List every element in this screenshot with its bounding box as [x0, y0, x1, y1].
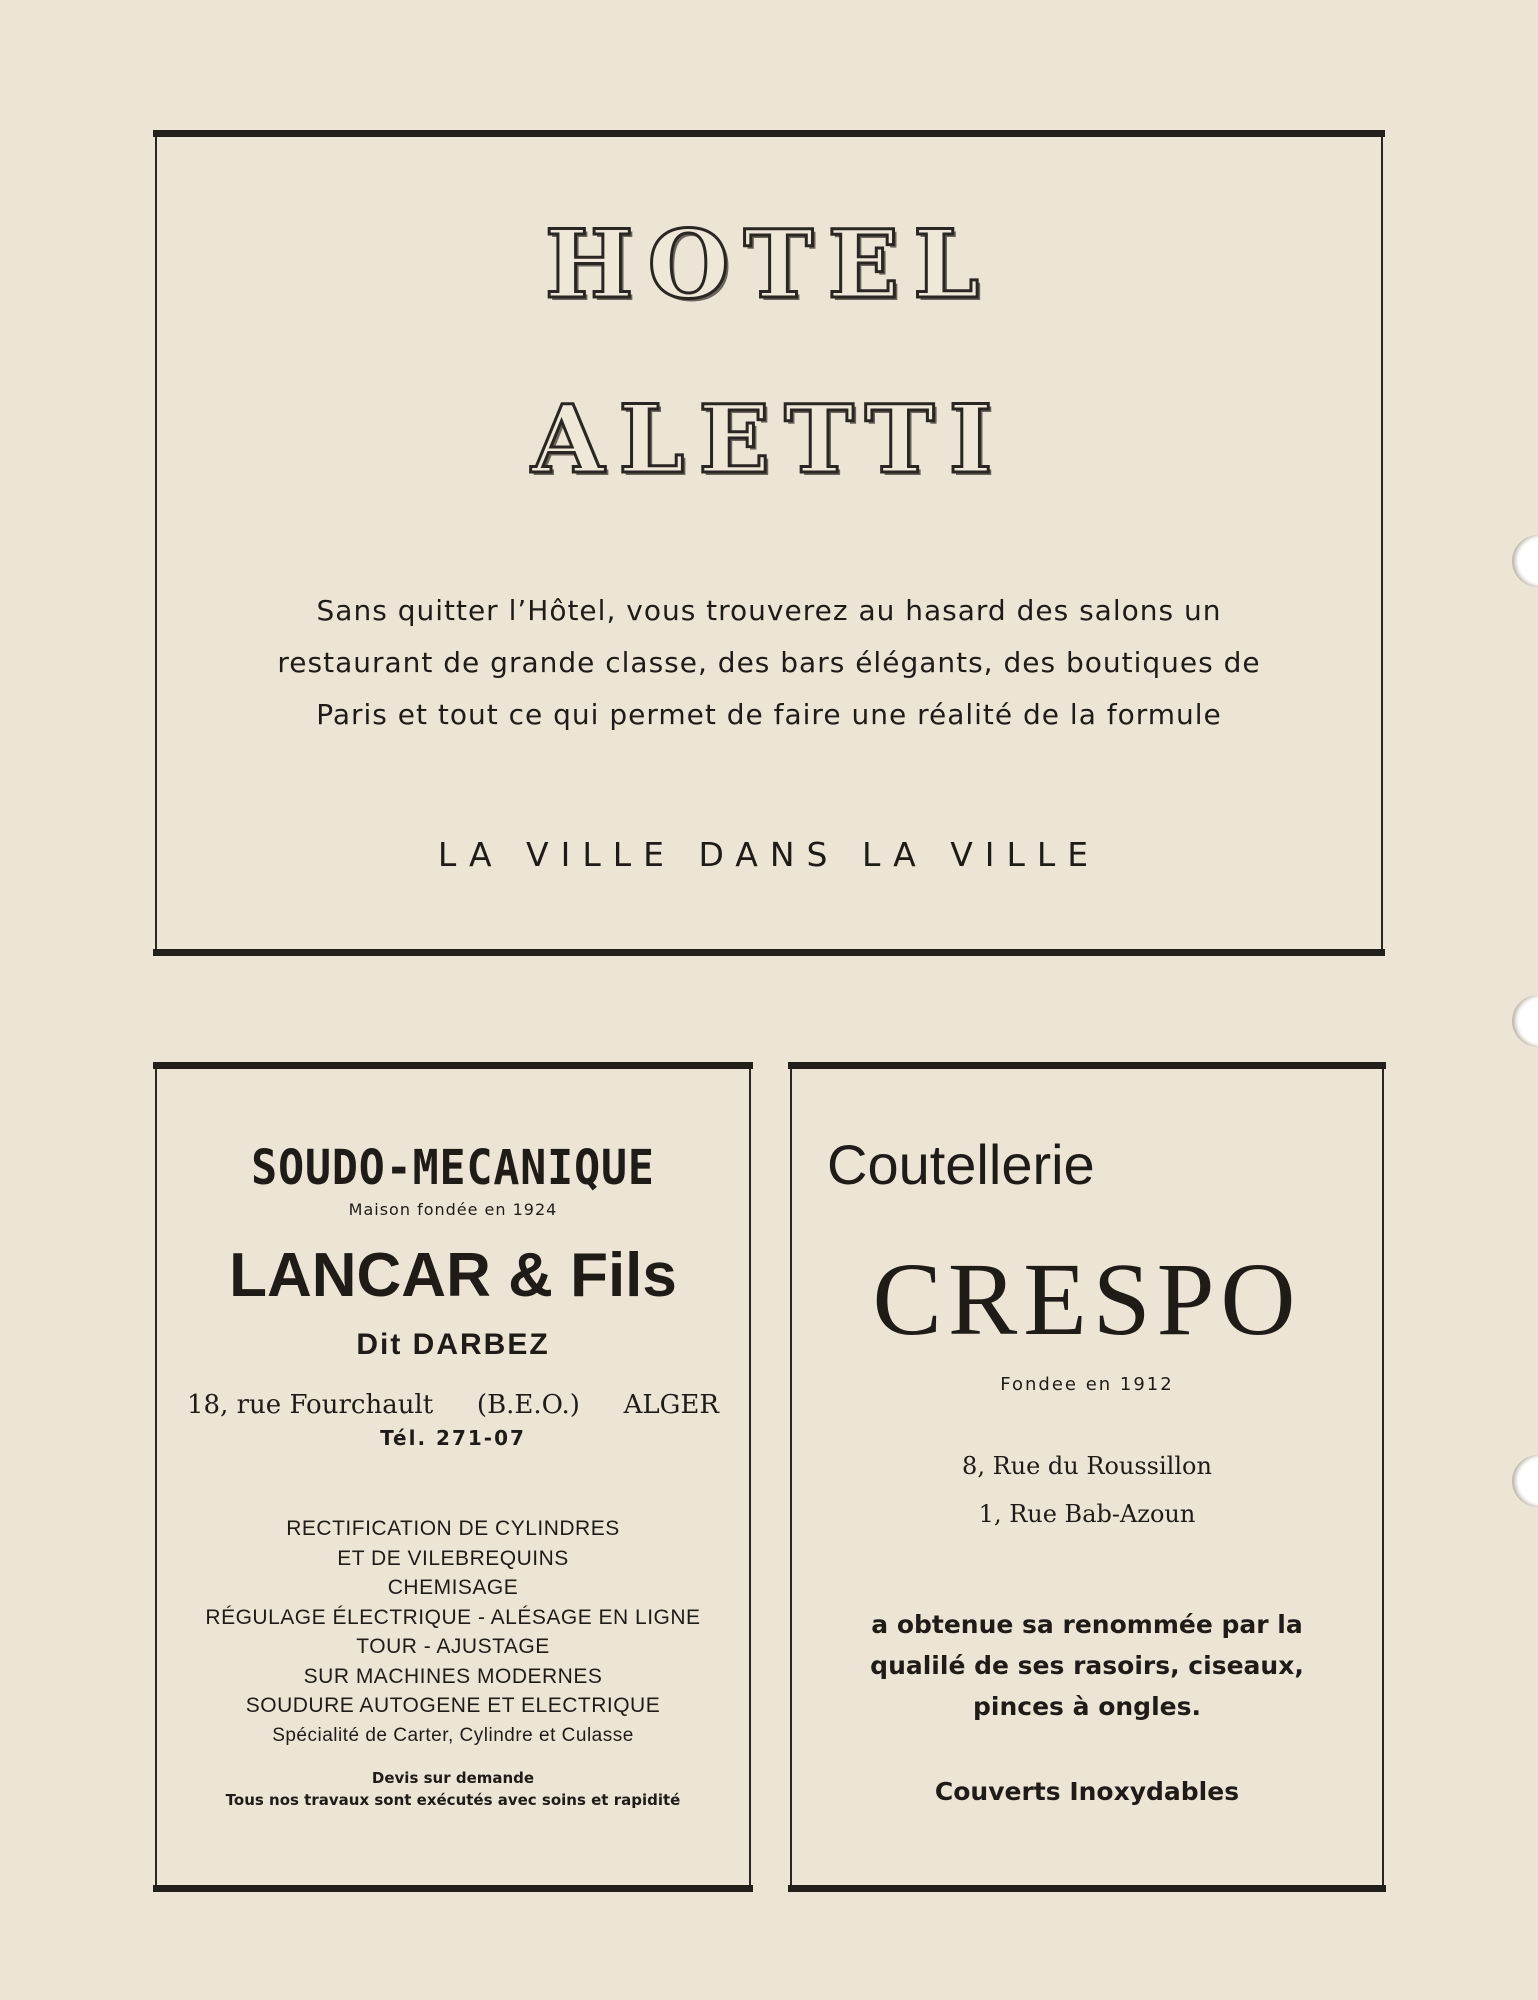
crespo-address-line2: 1, Rue Bab-Azoun: [978, 1500, 1196, 1528]
lancar-address-street: 18, rue Fourchault: [187, 1390, 434, 1420]
lancar-title: SOUDO-MECANIQUE: [251, 1140, 655, 1196]
lancar-service-item: TOUR - AJUSTAGE: [356, 1635, 550, 1658]
crespo-address-line1: 8, Rue du Roussillon: [962, 1452, 1212, 1480]
crespo-footer: Couverts Inoxydables: [934, 1777, 1240, 1806]
lancar-company-name: LANCAR & Fils: [229, 1241, 677, 1310]
lancar-ad: [155, 1062, 751, 1892]
binder-hole: [1512, 535, 1538, 587]
lancar-service-item: SUR MACHINES MODERNES: [303, 1664, 603, 1688]
crespo-company-name: CRESPO: [872, 1242, 1302, 1357]
lancar-specialty: Spécialité de Carter, Cylindre et Culasse: [272, 1724, 634, 1746]
lancar-service-item: ET DE VILEBREQUINS: [337, 1546, 569, 1570]
crespo-founded: Fondee en 1912: [1000, 1374, 1174, 1395]
lancar-address-district: (B.E.O.): [476, 1390, 580, 1420]
hotel-description: Sans quitter l’Hôtel, vous trouverez au hasard des salons un restaurant de grande classe, des bars élégants, des boutiques de Paris et tout ce qui permet de faire une réalité de la formule: [277, 594, 1261, 731]
lancar-address-city: ALGER: [623, 1390, 719, 1420]
lancar-service-item: SOUDURE AUTOGENE ET ELECTRIQUE: [245, 1694, 661, 1717]
crespo-address: [792, 1442, 1382, 1538]
lancar-service-item: RECTIFICATION DE CYLINDRES: [286, 1517, 620, 1540]
lancar-alias: Dit DARBEZ: [356, 1328, 550, 1361]
hotel-title-line1: HOTEL: [544, 210, 994, 320]
lancar-phone: Tél. 271-07: [380, 1426, 526, 1450]
lancar-address: [187, 1390, 719, 1420]
hotel-slogan: LA VILLE DANS LA VILLE: [437, 835, 1101, 874]
lancar-footer: [157, 1767, 749, 1811]
lancar-founded: Maison fondée en 1924: [348, 1200, 558, 1219]
binder-hole: [1512, 995, 1538, 1047]
binder-hole: [1512, 1455, 1538, 1507]
crespo-business-type: Coutellerie: [827, 1133, 1095, 1196]
lancar-quote-note: Devis sur demande: [371, 1769, 535, 1787]
hotel-title-line2: ALETTI: [531, 385, 1007, 495]
crespo-slogan: a obtenue sa renommée par la qualilé de ses rasoirs, ciseaux, pinces à ongles.: [870, 1610, 1304, 1721]
lancar-service-item: RÉGULAGE ÉLECTRIQUE - ALÉSAGE EN LIGNE: [205, 1605, 701, 1629]
lancar-service-item: CHEMISAGE: [387, 1576, 519, 1599]
crespo-ad: [790, 1062, 1384, 1892]
lancar-quality-note: Tous nos travaux sont exécutés avec soins et rapidité: [225, 1791, 681, 1809]
lancar-services-list: [167, 1514, 739, 1750]
hotel-aletti-ad: [155, 130, 1383, 956]
